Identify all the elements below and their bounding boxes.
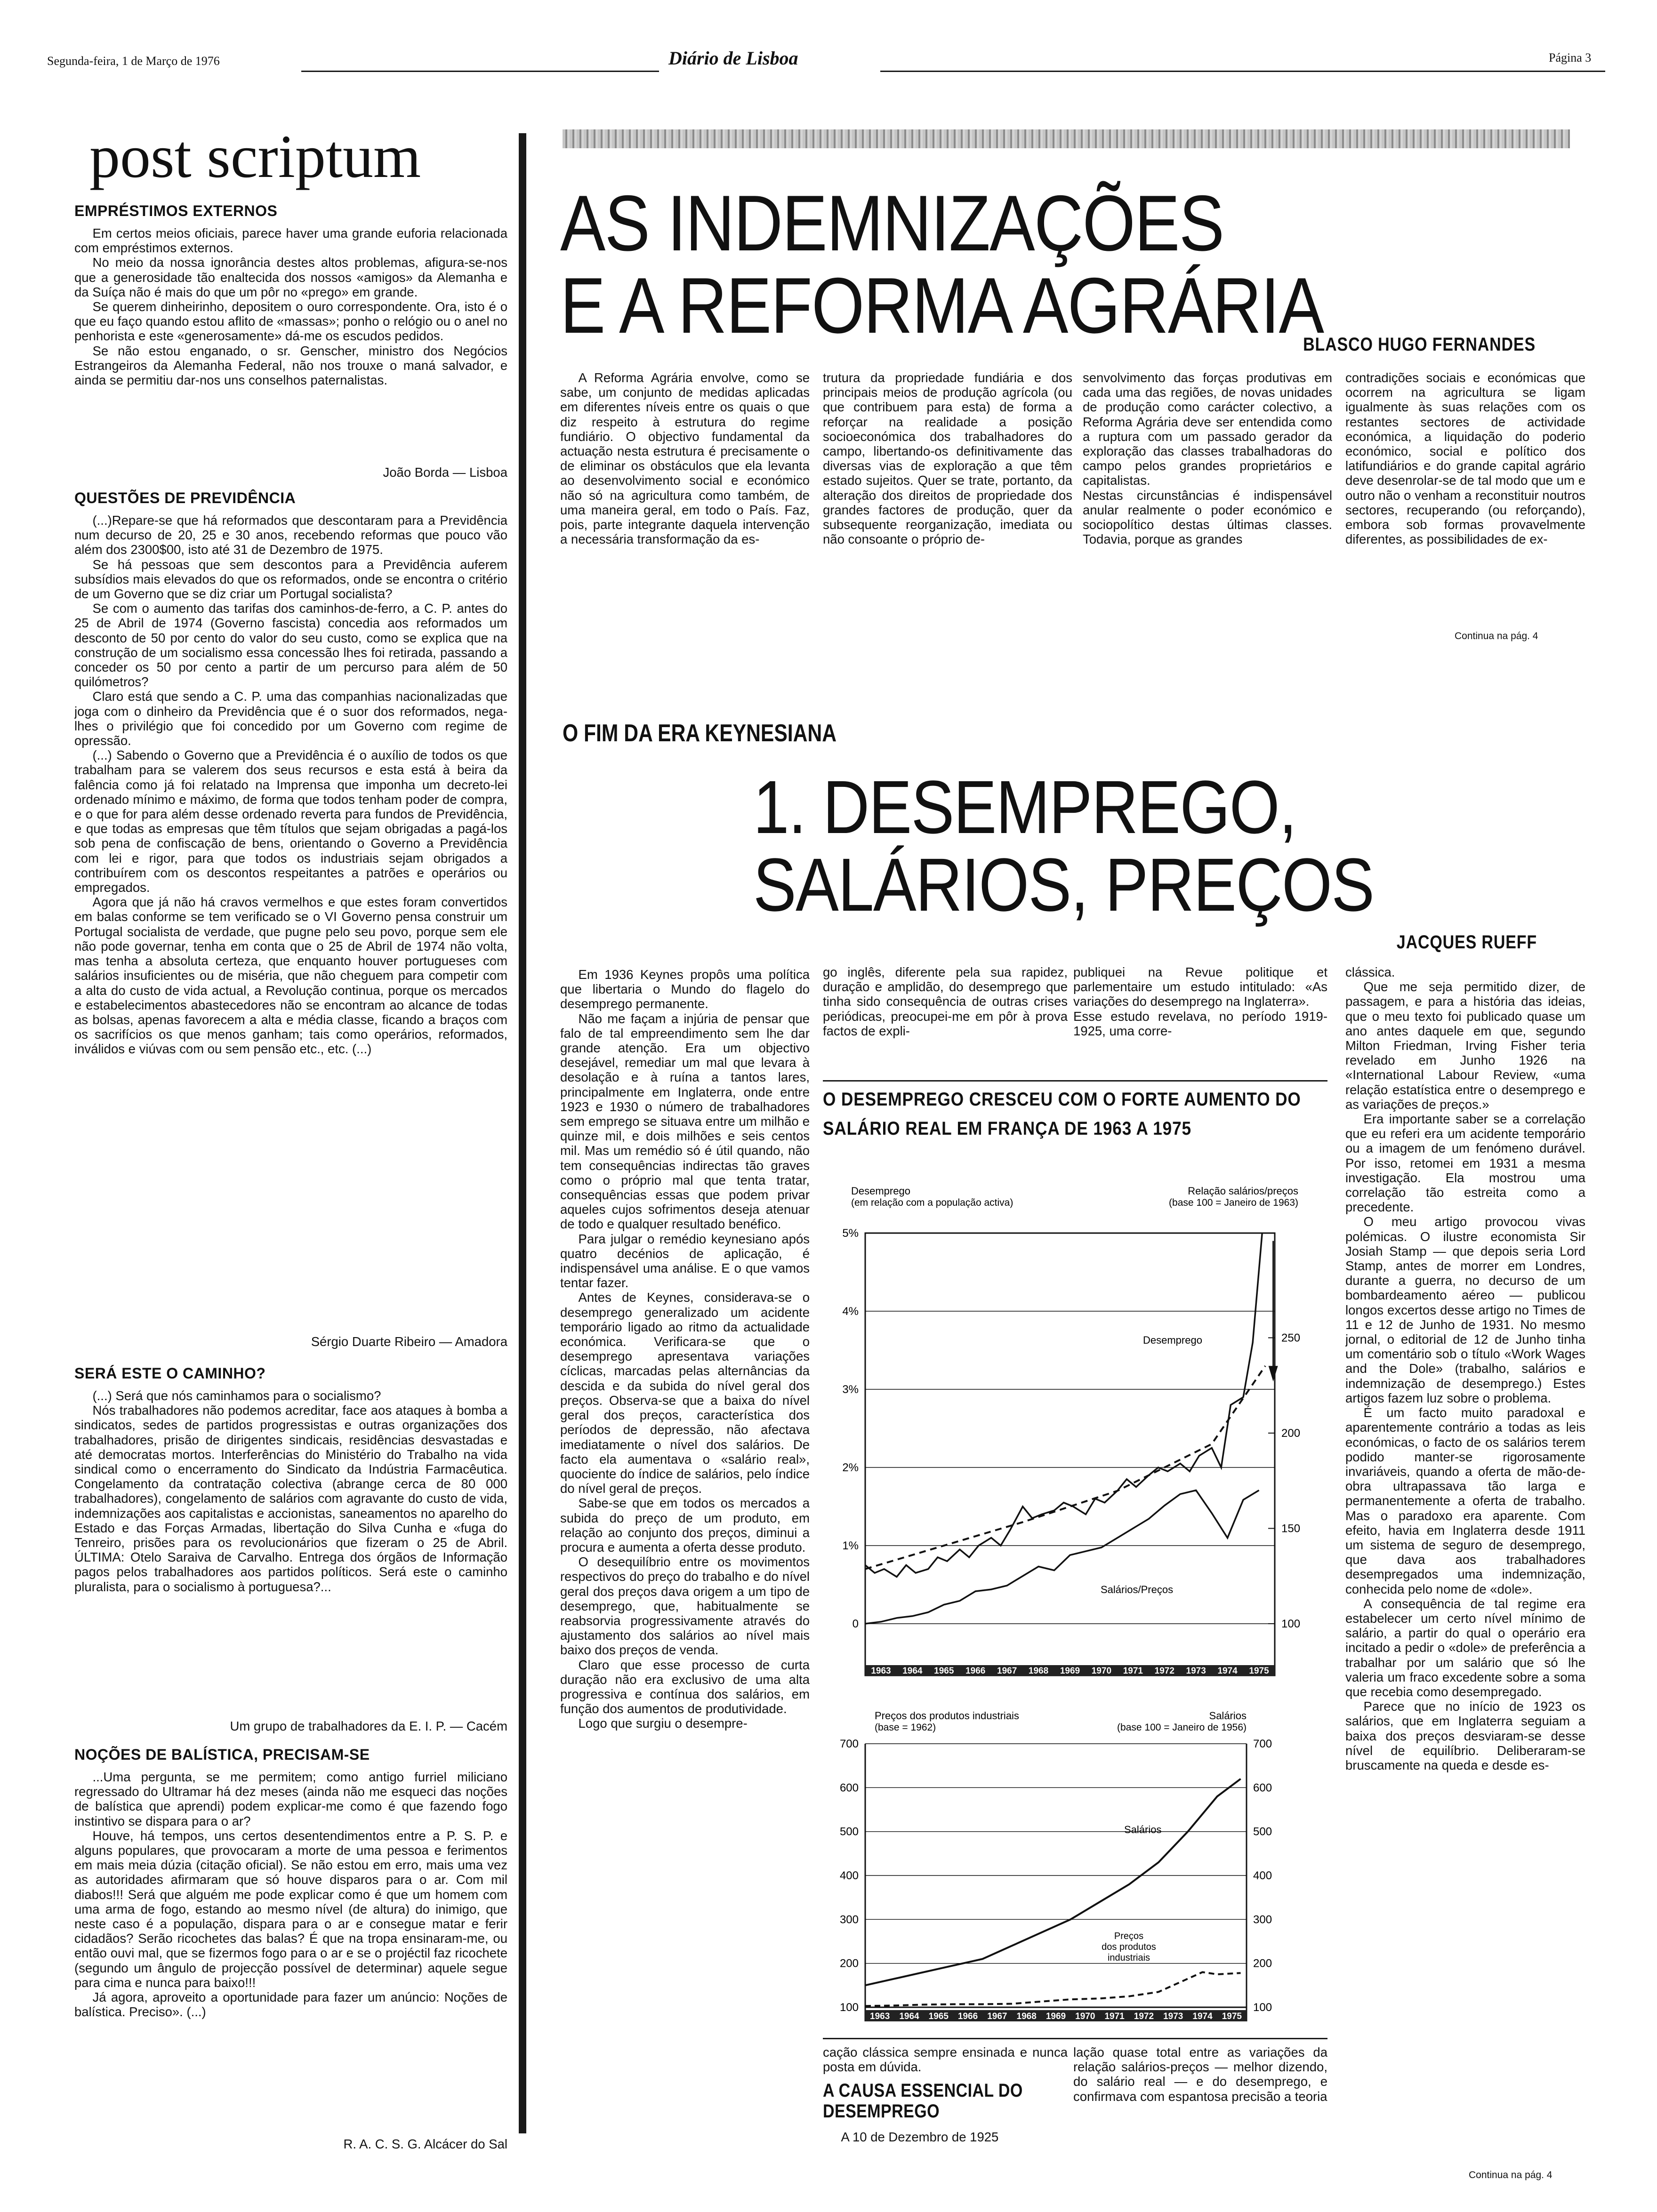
chart1-right-subtitle: (base 100 = Janeiro de 1963)	[1169, 1197, 1298, 1208]
chart2-right-tick: 400	[1253, 1869, 1272, 1882]
chart1-frame	[865, 1233, 1275, 1675]
chart1-x-tick: 1974	[1217, 1666, 1238, 1676]
article1-column: trutura da propriedade fundiária e dos principais meios de produção agrícola (ou que contribuem para esta) de forma a reforçar na realidade a posição socioeconómica dos trabalhadores do campo, libertando-os definitivamente das diversas vias de exploração a que têm estado sujeitos. Quer se trate, portanto, da alteração dos direitos de propriedade dos grandes factores de produção, quer da subsequente reorganização, imediata ou não consoante o próprio de-	[823, 370, 1072, 547]
chart1-left-subtitle: (em relação com a população activa)	[851, 1197, 1014, 1208]
letter-body: (...) Será que nós caminhamos para o socialismo? Nós trabalhadores não podemos acreditar, face aos ataques à bomba a sindicatos, sedes de partidos progressistas e outras organizações dos trabalhadores, prisão de dirigentes sindicais, residências desvastadas e até democratas mortos. Interferências do Ministério do Trabalho na vida sindical como o encerramento do Sindicato da Indústria Farmacêutica. Congelamento da contratação colectiva (abrange cerca de 80 000 trabalhadores), congelamento de salários com agravante do custo de vida, indemnizações aos capitalistas e accionistas, saneamentos no aparelho do Estado e das Forças Armadas, libertação do Silva Cunha e «fuga do Tenreiro, prisões para os revolucionários que fizeram o 25 de Abril. ÚLTIMA: Otelo Saraiva de Carvalho. Entrega dos órgãos de Informação pagos pelos trabalhadores aos partidos políticos. Será este o caminho pluralista, para o socialismo à portuguesa?...	[74, 1388, 507, 1594]
chart1-left-tick: 0	[852, 1618, 859, 1630]
chart2-x-tick: 1965	[928, 2012, 949, 2021]
chart2-left-tick: 200	[839, 1957, 859, 1970]
article1-column: senvolvimento das forças produtivas em cada uma das regiões, de novas unidades de produção como carácter colectivo, a Reforma Agrária deve ser entendida como a ruptura com um passado gerador da exploração das classes trabalhadoras do campo pelos grandes proprietários e capitalistas. Nestas circunstâncias é indispensável anular realmente o poder económico e sociopolítico destas últimas classes. Todavia, porque as grandes	[1083, 370, 1332, 547]
series-label-precos-line2: dos produtos	[1102, 1942, 1156, 1952]
chart2-right-tick: 300	[1253, 1913, 1272, 1926]
masthead: Diário de Lisboa	[668, 48, 798, 69]
chart1-grid	[865, 1233, 1275, 1624]
chart1-left-tick: 4%	[842, 1305, 859, 1318]
chart-rule	[823, 1080, 1327, 1082]
chart2-x-tick: 1970	[1075, 2012, 1095, 2021]
chart1-x-tick: 1972	[1154, 1666, 1174, 1676]
series-line-salarios-precos	[865, 1491, 1259, 1624]
article2-continued: Continua na pág. 4	[1469, 2170, 1552, 2180]
chart2-right-tick: 700	[1253, 1738, 1272, 1750]
article2-column: Em 1936 Keynes propôs uma política que libertaria o Mundo do flagelo do desemprego permanente. Não me façam a injúria de pensar que falo de tal empreendimento sem lhe dar grande atenção. Era um objectivo desejável, remediar um mal que levara à desolação e à ruína a tantos lares, principalmente em Inglaterra, onde entre 1923 e 1930 o número de trabalhadores sem emprego se situava entre um milhão e quinze mil, e dois milhões e seis centos mil. Mas um remédio só é útil quando, não tem consequências indirectas tão graves como o próprio mal que tenta tratar, consequências essas que podem privar aqueles cujos sofrimentos deseja atenuar de todo e qualquer resultado benéfico. Para julgar o remédio keynesiano após quatro decénios de aplicação, é indispensável uma análise. E o que vamos tentar fazer. Antes de Keynes, considerava-se o desemprego generalizado um acidente temporário ligado ao ritmo da actualidade económica. Verificara-se que o desemprego apresentava variações cíclicas, marcadas pelas alternâncias da descida e da subida do nível geral dos preços. Observa-se que a baixa do nível geral dos preços, característica dos períodos de depressão, não afectava imediatamente o nível dos salários. De facto ela aumentava o «salário real», quociente do índice de salários, pelo índice do nível geral de preços. Sabe-se que em todos os mercados a subida do preço de um produto, em relação ao conjunto dos preços, diminui a procura e aumenta a oferta desse produto. O desequilíbrio entre os movimentos respectivos do preço do trabalho e do nível geral dos preços dava origem a um tipo de desemprego, que, habitualmente se reabsorvia progressivamente através do ajustamento dos salários ao nível mais baixo dos preços de venda. Claro que esse processo de curta duração não era exclusivo de uma alta progressiva e contínua dos salários, em função dos aumentos de produtividade. Logo que surgiu o desempre-	[560, 967, 810, 1731]
letter-signature: Sérgio Duarte Ribeiro — Amadora	[311, 1334, 507, 1349]
article1-column: contradições sociais e económicas que ocorrem na agricultura se ligam igualmente às suas relações com os restantes sectores de actividade económica, a liquidação do poderio económico, social e político dos latifundiários e do grande capital agrário deve desenrolar-se de tal modo que um e outro não o venham a reconstituir noutros sectores, recuperando (ou reforçando), embora sob formas provavelmente diferentes, as possibilidades de ex-	[1345, 370, 1585, 547]
article1-headline-line1: AS INDEMNIZAÇÕES	[560, 179, 1224, 267]
series-label-precos-line3: industriais	[1107, 1953, 1150, 1963]
chart2-left-tick: 700	[839, 1738, 859, 1750]
chart1-x-tick: 1967	[997, 1666, 1017, 1676]
article1-headline-line2: E A REFORMA AGRÁRIA	[560, 261, 1324, 350]
page-number: Página 3	[1549, 51, 1592, 64]
post-scriptum-title: post scriptum	[89, 123, 421, 191]
chart2-x-tick: 1971	[1104, 2012, 1125, 2021]
article2-byline: JACQUES RUEFF	[1396, 932, 1537, 953]
letter-signature: R. A. C. S. G. Alcácer do Sal	[343, 2137, 507, 2151]
chart1-left-tick: 1%	[842, 1539, 859, 1552]
chart2-left-tick: 300	[839, 1913, 859, 1926]
chart2-x-tick: 1964	[899, 2012, 919, 2021]
chart1-x-tick: 1970	[1091, 1666, 1112, 1676]
chart2-x-tick: 1967	[987, 2012, 1007, 2021]
chart2-right-tick: 100	[1253, 2001, 1272, 2014]
article2-column: go inglês, diferente pela sua rapidez, duração e amplidão, do desemprego que tinha sido consequência de outras crises periódicas, preocupei-me em pôr à prova factos de expli-	[823, 965, 1068, 1038]
chart2-x-tick: 1974	[1192, 2012, 1213, 2021]
header-rule-left	[301, 71, 659, 72]
chart1-x-tick: 1969	[1060, 1666, 1080, 1676]
chart2-right-title: Salários	[1209, 1710, 1247, 1722]
chart1-x-tick: 1964	[902, 1666, 923, 1676]
chart1-series	[865, 1233, 1278, 1624]
column-divider	[519, 133, 526, 2133]
chart-bottom-rule	[823, 2038, 1327, 2039]
chart1-x-tick: 1963	[871, 1666, 891, 1676]
letter-signature: João Borda — Lisboa	[383, 465, 507, 480]
letter-heading: EMPRÉSTIMOS EXTERNOS	[74, 202, 278, 219]
issue-date: Segunda-feira, 1 de Março de 1976	[47, 54, 220, 68]
chart2-x-tick: 1969	[1046, 2012, 1066, 2021]
chart2-x-tick: 1973	[1163, 2012, 1183, 2021]
article2-kicker: O FIM DA ERA KEYNESIANA	[563, 720, 837, 747]
header-rule-right	[880, 71, 1605, 72]
article1-continued: Continua na pág. 4	[1455, 631, 1538, 641]
article1-column: A Reforma Agrária envolve, como se sabe, um conjunto de medidas aplicadas em diferentes níveis entre os quais o que diz respeito à estrutura do regime fundiário. O objectivo fundamental da actuação nesta estrutura é precisamente o de eliminar os obstáculos que ela levanta ao desenvolvimento social e económico não só na agricultura como também, de uma maneira geral, em todo o País. Faz, pois, parte integrante daquela intervenção a necessária transformação da es-	[560, 370, 810, 547]
article2-headline-line1: 1. DESEMPREGO,	[753, 765, 1296, 849]
chart2-left-tick: 500	[839, 1825, 859, 1838]
chart1-x-tick: 1975	[1249, 1666, 1269, 1676]
letter-heading: SERÁ ESTE O CAMINHO?	[74, 1365, 266, 1382]
chart2-grid	[865, 1744, 1247, 2007]
article2-column: clássica. Que me seja permitido dizer, de passagem, e para a história das ideias, que o meu texto foi publicado quase um ano antes daquele em que, segundo Milton Friedman, Irving Fisher teria revelado em Junho 1926 na «International Labour Review, «uma relação estatística entre o desemprego e as variações de preços.» Era importante saber se a correlação que eu referi era um acidente temporário ou a imagem de um fenómeno durável. Por isso, retomei em 1931 a mesma investigação. Ela mostrou uma correlação tão estreita como a precedente. O meu artigo provocou vivas polémicas. O ilustre economista Sir Josiah Stamp — que depois seria Lord Stamp, antes de morrer em Londres, durante a guerra, no decurso de um bombardeamento aéreo — publicou longos excertos desse artigo no Times de 11 e 12 de Junho de 1931. No mesmo jornal, o editorial de 12 de Junho tinha um comentário sob o título «Work Wages and the Dole» (trabalho, salários e indemnização de desemprego.) Estes artigos fazem luz sobre o problema. É um facto muito paradoxal e aparentemente contrário a todas as leis económicas, o facto de os salários terem podido manter-se rigorosamente invariáveis, quando a oferta de mão-de-obra ultrapassava tão larga e permanentemente a oferta de trabalho. Mas o paradoxo era aparente. Com efeito, havia em Inglaterra desde 1911 um sistema de seguro de desemprego, que dava aos trabalhadores desempregados uma indemnização, conhecida pelo nome de «dole». A consequência de tal regime era estabelecer um certo nível mínimo de salário, a partir do qual o operário era incitado a pedir o «dole» de preferência a trabalhar por um salário que só lhe valeria um fraco excedente sobre a soma que recebia como desempregado. Parece que no início de 1923 os salários, que em Inglaterra seguiam a baixa dos preços desviaram-se desse nível de equilíbrio. Deliberaram-se bruscamente na queda e desde es-	[1345, 965, 1585, 1772]
article2-headline-line2: SALÁRIOS, PREÇOS	[753, 842, 1374, 927]
chart1-x-tick: 1968	[1028, 1666, 1049, 1676]
chart2-left-subtitle: (base = 1962)	[875, 1722, 936, 1733]
unemployment-wage-price-chart	[823, 1181, 1327, 1704]
series-line-precos	[865, 1972, 1241, 2006]
chart2-x-tick: 1968	[1016, 2012, 1037, 2021]
letter-body: Em certos meios oficiais, parece haver uma grande euforia relacionada com empréstimos externos. No meio da nossa ignorância destes altos problemas, afigura-se-nos que a generosidade tão enaltecida dos nossos «amigos» da Alemanha e da Suíça não é mais do que um pôr no «prego» em grande. Se querem dinheirinho, depositem o ouro correspondente. Ora, isto é o que eu faço quando estou aflito de «massas»; ponho o relógio ou o anel no penhorista e este «generosamente» dá-me os escudos pedidos. Se não estou enganado, o sr. Genscher, ministro dos Negócios Estrangeiros da Alemanha Federal, não nos trouxe o maná salvador, e ainda se permitiu dar-nos uns conselhos paternalistas.	[74, 226, 507, 388]
series-line-desemprego	[865, 1233, 1262, 1577]
series-label-salarios: Salários	[1124, 1824, 1162, 1835]
chart-title: O DESEMPREGO CRESCEU COM O FORTE AUMENTO DO SALÁRIO REAL EM FRANÇA DE 1963 A 1975	[823, 1089, 1301, 1139]
chart1-left-tick: 2%	[842, 1461, 859, 1474]
chart2-x-tick: 1963	[870, 2012, 890, 2021]
chart2-left-tick: 100	[839, 2001, 859, 2014]
article2-subhead: A CAUSA ESSENCIAL DO DESEMPREGO	[823, 2080, 1023, 2122]
chart1-right-tick: 200	[1281, 1427, 1301, 1440]
chart2-series	[865, 1779, 1241, 2006]
letter-body: ...Uma pergunta, se me permitem; como antigo furriel miliciano regressado do Ultramar há dez meses (ainda não me esqueci das noções de balística que aprendi) podem explicar-me como é que fazendo fogo instintivo se dispara para o ar? Houve, há tempos, uns certos desentendimentos entre a P. S. P. e alguns populares, que provocaram a morte de uma pessoa e ferimentos em mais meia dúzia (citação oficial). Se não estou em erro, mais uma vez as autoridades afirmaram que só houve disparos para o ar. Com mil diabos!!! Será que alguém me pode explicar como é que um homem com uma arma de fogo, estando ao mesmo nível (de altura) do inimigo, que neste caso é a população, dispara para o ar e consegue matar e ferir cidadãos? Serão ricochetes das balas? É que na tropa ensinaram-me, ou então ouvi mal, que se fizermos fogo para o ar e se o projéctil faz ricochete (segundo um ângulo de projecção possível de determinar) aquele segue para cima e nunca para baixo!!! Já agora, aproveito a oportunidade para fazer um anúncio: Noções de balística. Preciso». (...)	[74, 1770, 507, 2020]
letter-heading: NOÇÕES DE BALÍSTICA, PRECISAM-SE	[74, 1746, 370, 1763]
prices-wages-chart	[823, 1706, 1327, 2036]
series-label-salarios-precos: Salários/Preços	[1101, 1584, 1174, 1595]
series-label-desemprego: Desemprego	[1143, 1334, 1202, 1346]
chart2-x-tick: 1966	[957, 2012, 978, 2021]
article2-column: A 10 de Dezembro de 1925	[841, 2130, 999, 2144]
chart2-left-title: Preços dos produtos industriais	[875, 1710, 1019, 1722]
chart1-left-title: Desemprego	[851, 1185, 910, 1197]
chart1-left-tick: 3%	[842, 1383, 859, 1396]
chart1-right-tick: 100	[1281, 1618, 1301, 1630]
chart1-axes	[842, 1227, 1300, 1676]
letter-heading: QUESTÕES DE PREVIDÊNCIA	[74, 489, 296, 506]
chart1-right-title: Relação salários/preços	[1188, 1185, 1298, 1197]
chart2-left-tick: 600	[839, 1781, 859, 1795]
article2-column: cação clássica sempre ensinada e nunca posta em dúvida.	[823, 2045, 1068, 2075]
series-label-precos-line1: Preços	[1114, 1931, 1144, 1941]
chart2-x-tick: 1975	[1222, 2012, 1242, 2021]
chart1-x-tick: 1966	[965, 1666, 986, 1676]
series-line-salarios	[865, 1779, 1241, 1986]
chart1-x-tick: 1971	[1123, 1666, 1143, 1676]
chart1-arrowhead	[1269, 1366, 1278, 1381]
chart2-x-tick: 1972	[1134, 2012, 1154, 2021]
chart2-axes	[840, 1738, 1272, 2021]
article2-column: lação quase total entre as variações da relação salários-preços — melhor dizendo, do salário real — e do desemprego, e confirmava com espantosa precisão a teoria	[1073, 2045, 1327, 2104]
decorative-banner	[563, 129, 1570, 148]
article2-column: publiquei na Revue politique et parlementaire um estudo intitulado: «As variações do desemprego na Inglaterra». Esse estudo revelava, no período 1919-1925, uma corre-	[1073, 965, 1327, 1038]
chart2-right-tick: 600	[1253, 1781, 1272, 1795]
letter-signature: Um grupo de trabalhadores da E. I. P. — Cacém	[230, 1719, 507, 1733]
article1-byline: BLASCO HUGO FERNANDES	[1303, 334, 1536, 355]
chart1-right-tick: 150	[1281, 1522, 1301, 1535]
chart1-x-tick: 1965	[934, 1666, 954, 1676]
chart2-right-tick: 500	[1253, 1825, 1272, 1838]
chart2-right-subtitle: (base 100 = Janeiro de 1956)	[1117, 1722, 1247, 1733]
chart2-left-tick: 400	[839, 1869, 859, 1882]
letter-body: (...)Repare-se que há reformados que descontaram para a Previdência num decurso de 20, 25 e 30 anos, recebendo reformas que pouco vão além dos 2300$00, isto até 31 de Dezembro de 1975. Se há pessoas que sem descontos para a Previdência auferem subsídios mais elevados do que os reformados, onde se encontra o critério de um Governo que se diz criar um Portugal socialista? Se com o aumento das tarifas dos caminhos-de-ferro, a C. P. antes do 25 de Abril de 1974 (Governo fascista) concedia aos reformados um desconto de 50 por cento do valor do seu custo, como se explica que na construção de um socialismo essa concessão lhes foi retirada, passando a conceder os 50 por cento a partir de um percurso para além de 50 quilómetros? Claro está que sendo a C. P. uma das companhias nacionalizadas que joga com o dinheiro da Previdência que é o suor dos reformados, nega-lhes o privilégio que foi concedido por um Governo com regime de opressão. (...) Sabendo o Governo que a Previdência é o auxílio de todos os que trabalham para se valerem dos seus recursos e esta está à beira da falência como já foi relatado na Imprensa que imponha um decreto-lei ordenado mínimo e máximo, de forma que todos tenham poder de compra, e o que for para além desse ordenado reverta para fundos de Previdência, e que todas as empresas que têm títulos que sejam obrigadas a pagá-los sob pena de confiscação de bens, orientando o Governo a Previdência com lei e rigor, para que todos os industriais sejam obrigados a contribuírem com os descontos respeitantes a patrões e operários ou empregados. Agora que já não há cravos vermelhos e que estes foram convertidos em balas conforme se tem verificado se o VI Governo pensa construir um Portugal socialista de verdade, que pugne pelo seu povo, porque sem ele não pode governar, tenha em conta que o 25 de Abril de 1974 não volta, mas tenha a absoluta certeza, que enquanto houver portugueses com salários insuficientes ou de miséria, que não cheguem para competir com a alta do custo de vida actual, a Revolução continua, porque os mercados e estabelecimentos abastecedores não se encontram ao alcance de todas as bolsas, apenas favorecem a alta e média classe, ficando a braços com os sacrifícios os que menos ganham; tais como operários, reformados, inválidos e viúvas com ou sem pensão etc., etc. (...)	[74, 513, 507, 1057]
chart1-right-tick: 250	[1281, 1331, 1301, 1345]
chart1-x-tick: 1973	[1186, 1666, 1206, 1676]
chart2-right-tick: 200	[1253, 1957, 1272, 1970]
chart1-left-tick: 5%	[842, 1227, 859, 1240]
